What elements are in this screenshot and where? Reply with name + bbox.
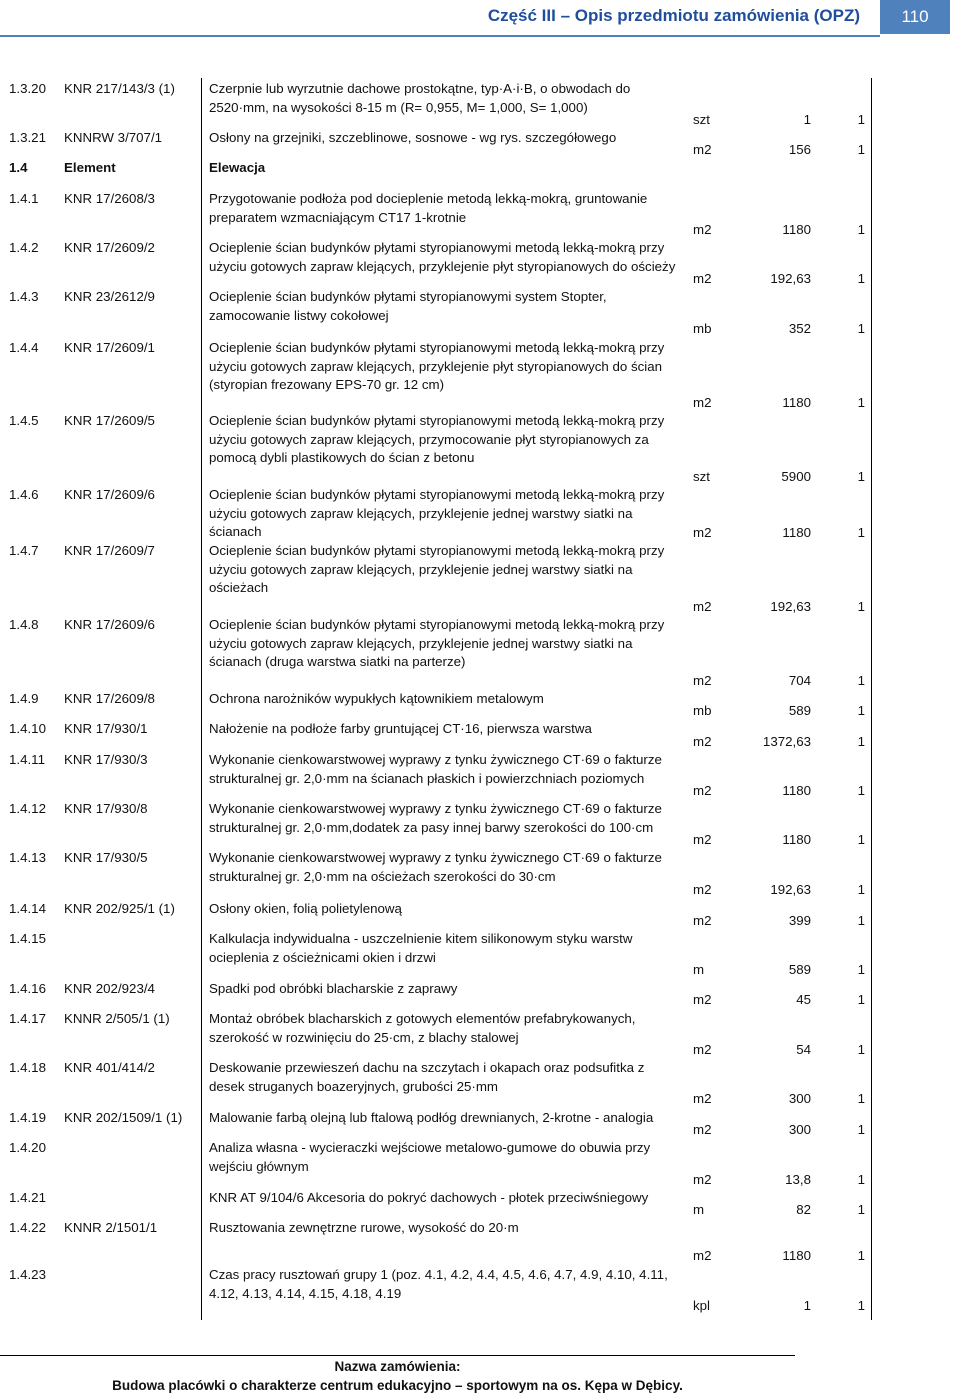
- quantity: 589: [788, 703, 811, 718]
- item-number: 1.4.19: [9, 1110, 46, 1125]
- item-number: 1.4.9: [9, 691, 39, 706]
- item-description: [209, 159, 684, 178]
- unit: m2: [693, 395, 712, 410]
- item-description: [209, 849, 684, 886]
- catalog-code: KNR 17/2609/5: [64, 413, 155, 428]
- description-line: użyciu gotowych zapraw klejących, przyklejenie jednej warstwy siatki na: [209, 505, 633, 521]
- quantity: 1180: [782, 783, 811, 798]
- description-line: Montaż obróbek blacharskich z gotowych elementów prefabrykowanych,: [209, 1011, 636, 1026]
- item-description: [209, 690, 684, 709]
- count: 1: [857, 1042, 865, 1057]
- catalog-code: KNR 17/2609/2: [64, 240, 155, 255]
- count: 1: [857, 1248, 865, 1263]
- item-description: [209, 80, 684, 117]
- item-description: [209, 1189, 684, 1208]
- count: 1: [857, 112, 865, 127]
- item-number: 1.4.7: [9, 543, 39, 558]
- unit: m2: [693, 222, 712, 237]
- quantity: 45: [796, 992, 811, 1007]
- description-line: strukturalnej gr. 2,0·mm na ościeżach szerokości do 30·cm: [209, 868, 556, 884]
- description-line: Wykonanie cienkowarstwowej wyprawy z tynku żywicznego CT·69 o fakturze: [209, 801, 662, 816]
- unit: m2: [693, 525, 712, 540]
- catalog-code: KNR 23/2612/9: [64, 289, 155, 304]
- count: 1: [857, 142, 865, 157]
- project-name: Budowa placówki o charakterze centrum edukacyjno – sportowym na os. Kępa w Dębicy.: [112, 1378, 683, 1393]
- quantity: 192,63: [770, 271, 811, 286]
- description-line: Rusztowania zewnętrzne rurowe, wysokość do 20·m: [209, 1220, 519, 1235]
- unit: mb: [693, 321, 712, 336]
- count: 1: [857, 783, 865, 798]
- item-description: [209, 1059, 684, 1096]
- quantity: 589: [788, 962, 811, 977]
- description-line: Nałożenie na podłoże farby gruntującej CT·16, pierwsza warstwa: [209, 721, 592, 736]
- item-number: 1.4.21: [9, 1190, 46, 1205]
- count: 1: [857, 395, 865, 410]
- footer-divider: [0, 1355, 795, 1356]
- description-line: preparatem wzmacniającym CT17 1-krotnie: [209, 209, 467, 225]
- description-line: Ocieplenie ścian budynków płytami styropianowymi system Stopter,: [209, 289, 607, 304]
- count: 1: [857, 1122, 865, 1137]
- item-description: [209, 288, 684, 325]
- item-number: 1.4.13: [9, 850, 46, 865]
- quantity: 704: [788, 673, 811, 688]
- catalog-code: Element: [64, 160, 116, 175]
- catalog-code: KNR 17/2608/3: [64, 191, 155, 206]
- item-number: 1.4.5: [9, 413, 39, 428]
- unit: m: [693, 1202, 705, 1217]
- catalog-code: KNR 17/2609/6: [64, 617, 155, 632]
- description-line: Czerpnie lub wyrzutnie dachowe prostokątne, typ·A·i·B, o obwodach do: [209, 81, 631, 96]
- description-line: użyciu gotowych zapraw klejących, przyklejenie jednej warstwy siatki na: [209, 635, 633, 651]
- item-description: [209, 190, 684, 227]
- count: 1: [857, 992, 865, 1007]
- count: 1: [857, 599, 865, 614]
- description-line: Ocieplenie ścian budynków płytami styropianowymi metodą lekką-mokrą przy: [209, 617, 665, 632]
- description-line: Deskowanie przewieszeń dachu na szczytach i okapach oraz podsufitka z: [209, 1060, 645, 1075]
- unit: m2: [693, 142, 712, 157]
- description-line: Ocieplenie ścian budynków płytami styropianowymi metodą lekką-mokrą przy: [209, 340, 665, 355]
- quantity: 192,63: [770, 882, 811, 897]
- item-description: [209, 980, 684, 999]
- catalog-code: KNR 17/930/1: [64, 721, 148, 736]
- unit: kpl: [693, 1298, 710, 1313]
- quantity: 1: [803, 112, 811, 127]
- quantity: 1180: [782, 832, 811, 847]
- description-line: 2520·mm, na wysokości 8-15 m (R= 0,955, M= 1,000, S= 1,000): [209, 99, 588, 115]
- count: 1: [857, 222, 865, 237]
- item-description: [209, 1266, 684, 1303]
- unit: m2: [693, 673, 712, 688]
- unit: m2: [693, 1122, 712, 1137]
- description-line: Osłony okien, folią polietylenową: [209, 901, 402, 916]
- page-number-badge: 110: [880, 0, 950, 34]
- description-line: Przygotowanie podłoża pod docieplenie metodą lekką-mokrą, gruntowanie: [209, 191, 648, 206]
- count: 1: [857, 1298, 865, 1313]
- description-line: Czas pracy rusztowań grupy 1 (poz. 4.1, 4.2, 4.4, 4.5, 4.6, 4.7, 4.9, 4.10, 4.11,: [209, 1267, 668, 1282]
- description-line: Ocieplenie ścian budynków płytami styropianowymi metodą lekką-mokrą przy: [209, 543, 665, 558]
- description-line: strukturalnej gr. 2,0·mm,dodatek za pasy innej barwy szerokości do 100·cm: [209, 819, 654, 835]
- unit: m2: [693, 599, 712, 614]
- item-number: 1.4.6: [9, 487, 39, 502]
- item-description: [209, 129, 684, 148]
- count: 1: [857, 913, 865, 928]
- description-line: desek struganych boazeryjnych, grubości 25·mm: [209, 1078, 498, 1094]
- item-number: 1.4.4: [9, 340, 39, 355]
- catalog-code: KNR 217/143/3 (1): [64, 81, 175, 96]
- catalog-code: KNR 17/930/3: [64, 752, 148, 767]
- item-number: 1.4.17: [9, 1011, 46, 1026]
- item-description: [209, 1010, 684, 1047]
- item-description: [209, 900, 684, 919]
- footer-label: Nazwa zamówienia:: [334, 1359, 461, 1374]
- catalog-code: KNR 17/2609/1: [64, 340, 155, 355]
- catalog-code: KNR 17/2609/6: [64, 487, 155, 502]
- quantity: 156: [788, 142, 811, 157]
- item-description: [209, 1219, 684, 1238]
- catalog-code: KNR 202/1509/1 (1): [64, 1110, 183, 1125]
- item-number: 1.4.12: [9, 801, 46, 816]
- quantity: 5900: [781, 469, 811, 484]
- unit: m2: [693, 1042, 712, 1057]
- quantity: 1180: [782, 1248, 811, 1263]
- count: 1: [857, 734, 865, 749]
- count: 1: [857, 1172, 865, 1187]
- unit: m2: [693, 1248, 712, 1263]
- unit: m2: [693, 271, 712, 286]
- description-line: ścianach (druga warstwa siatki na parterze): [209, 654, 466, 669]
- unit: m2: [693, 913, 712, 928]
- unit: m2: [693, 832, 712, 847]
- catalog-code: KNR 202/923/4: [64, 981, 155, 996]
- item-description: [209, 1139, 684, 1176]
- quantity: 192,63: [770, 599, 811, 614]
- catalog-code: KNNRW 3/707/1: [64, 130, 163, 145]
- unit: m2: [693, 783, 712, 798]
- description-line: Elewacja: [209, 160, 266, 175]
- count: 1: [857, 1202, 865, 1217]
- count: 1: [857, 673, 865, 688]
- item-description: [209, 239, 684, 276]
- description-line: ocieplenia z ościeżnicami okien i drzwi: [209, 949, 436, 965]
- quantity: 1180: [782, 222, 811, 237]
- description-line: Ocieplenie ścian budynków płytami styropianowymi metodą lekką-mokrą przy: [209, 413, 665, 428]
- item-description: [209, 616, 684, 672]
- description-line: ścianach: [209, 524, 262, 539]
- catalog-code: KNR 17/930/5: [64, 850, 148, 865]
- description-line: Osłony na grzejniki, szczeblinowe, sosnowe - wg rys. szczegółowego: [209, 130, 617, 145]
- description-line: Wykonanie cienkowarstwowej wyprawy z tynku żywicznego CT·69 o fakturze: [209, 752, 662, 767]
- unit: m2: [693, 1091, 712, 1106]
- description-line: Analiza własna - wycieraczki wejściowe metalowo-gumowe do obuwia przy: [209, 1140, 651, 1155]
- item-number: 1.4.11: [9, 752, 45, 767]
- item-number: 1.4.10: [9, 721, 46, 736]
- item-number: 1.4.23: [9, 1267, 46, 1282]
- item-description: [209, 751, 684, 788]
- item-number: 1.4: [9, 160, 28, 175]
- description-line: 4.12, 4.13, 4.14, 4.15, 4.18, 4.19: [209, 1285, 402, 1301]
- item-description: [209, 800, 684, 837]
- item-number: 1.4.8: [9, 617, 39, 632]
- item-number: 1.4.16: [9, 981, 46, 996]
- description-line: użyciu gotowych zapraw klejących, przyklejenie płyt styropianowych do ścian: [209, 358, 663, 374]
- description-line: Wykonanie cienkowarstwowej wyprawy z tynku żywicznego CT·69 o fakturze: [209, 850, 662, 865]
- item-description: [209, 930, 684, 967]
- quantity: 1: [803, 1298, 811, 1313]
- unit: m: [693, 962, 705, 977]
- unit: mb: [693, 703, 712, 718]
- quantity: 399: [788, 913, 811, 928]
- count: 1: [857, 882, 865, 897]
- quantity: 54: [796, 1042, 811, 1057]
- catalog-code: KNR 17/930/8: [64, 801, 148, 816]
- description-line: wejściu głównym: [209, 1158, 309, 1174]
- count: 1: [857, 469, 865, 484]
- catalog-code: KNR 401/414/2: [64, 1060, 155, 1075]
- item-description: [209, 339, 684, 395]
- unit: m2: [693, 734, 712, 749]
- item-number: 1.4.3: [9, 289, 39, 304]
- description-line: użyciu gotowych zapraw klejących, przymocowanie płyt styropianowych za: [209, 431, 649, 447]
- item-number: 1.4.22: [9, 1220, 46, 1235]
- item-number: 1.4.20: [9, 1140, 46, 1155]
- count: 1: [857, 962, 865, 977]
- quantity: 13,8: [785, 1172, 811, 1187]
- catalog-code: KNNR 2/505/1 (1): [64, 1011, 170, 1026]
- catalog-code: KNR 17/2609/7: [64, 543, 155, 558]
- description-line: Ochrona narożników wypukłych kątownikiem metalowym: [209, 691, 544, 706]
- unit: m2: [693, 882, 712, 897]
- catalog-code: KNR 17/2609/8: [64, 691, 155, 706]
- count: 1: [857, 525, 865, 540]
- item-description: [209, 720, 684, 739]
- description-line: strukturalnej gr. 2,0·mm na ścianach płaskich i powierzchniach poziomych: [209, 770, 645, 786]
- description-line: KNR AT 9/104/6 Akcesoria do pokryć dachowych - płotek przeciwśniegowy: [209, 1190, 649, 1205]
- description-line: zamocowanie listwy cokołowej: [209, 307, 389, 323]
- item-description: [209, 1109, 684, 1128]
- unit: m2: [693, 992, 712, 1007]
- quantity: 300: [788, 1122, 811, 1137]
- item-number: 1.4.2: [9, 240, 39, 255]
- count: 1: [857, 703, 865, 718]
- quantity: 352: [788, 321, 811, 336]
- item-number: 1.4.15: [9, 931, 46, 946]
- quantity: 1180: [782, 525, 811, 540]
- item-number: 1.4.18: [9, 1060, 46, 1075]
- description-line: ościeżach: [209, 580, 269, 595]
- description-line: użyciu gotowych zapraw klejących, przyklejenie jednej warstwy siatki na: [209, 561, 633, 577]
- unit: szt: [693, 112, 710, 127]
- description-line: Kalkulacja indywidualna - uszczelnienie kitem silikonowym styku warstw: [209, 931, 633, 946]
- description-line: Ocieplenie ścian budynków płytami styropianowymi metodą lekką-mokrą przy: [209, 487, 665, 502]
- count: 1: [857, 321, 865, 336]
- catalog-code: KNNR 2/1501/1: [64, 1220, 158, 1235]
- quantity: 1372,63: [762, 734, 811, 749]
- item-number: 1.4.1: [9, 191, 39, 206]
- count: 1: [857, 271, 865, 286]
- quantity: 1180: [782, 395, 811, 410]
- description-line: Malowanie farbą olejną lub ftalową podłóg drewnianych, 2-krotne - analogia: [209, 1110, 654, 1125]
- description-line: (styropian frezowany EPS-70 gr. 12 cm): [209, 377, 445, 392]
- unit: m2: [693, 1172, 712, 1187]
- item-number: 1.3.21: [9, 130, 46, 145]
- quantity: 300: [788, 1091, 811, 1106]
- item-description: [209, 412, 684, 468]
- count: 1: [857, 1091, 865, 1106]
- item-description: [209, 542, 684, 598]
- quantity: 82: [796, 1202, 811, 1217]
- description-line: pomocą dybli plastikowych do ścian z betonu: [209, 450, 475, 465]
- description-line: szerokość w rozwinięciu do 25·cm, z blachy stalowej: [209, 1029, 519, 1045]
- catalog-code: KNR 202/925/1 (1): [64, 901, 175, 916]
- unit: szt: [693, 469, 710, 484]
- description-line: Spadki pod obróbki blacharskie z zaprawy: [209, 981, 458, 996]
- item-number: 1.4.14: [9, 901, 46, 916]
- item-number: 1.3.20: [9, 81, 46, 96]
- description-line: Ocieplenie ścian budynków płytami styropianowymi metodą lekką-mokrą przy: [209, 240, 665, 255]
- item-description: [209, 486, 684, 542]
- description-line: użyciu gotowych zapraw klejących, przyklejenie płyt styropianowych do ościeży: [209, 258, 676, 274]
- document-header-title: Część III – Opis przedmiotu zamówienia (OPZ): [487, 6, 860, 25]
- count: 1: [857, 832, 865, 847]
